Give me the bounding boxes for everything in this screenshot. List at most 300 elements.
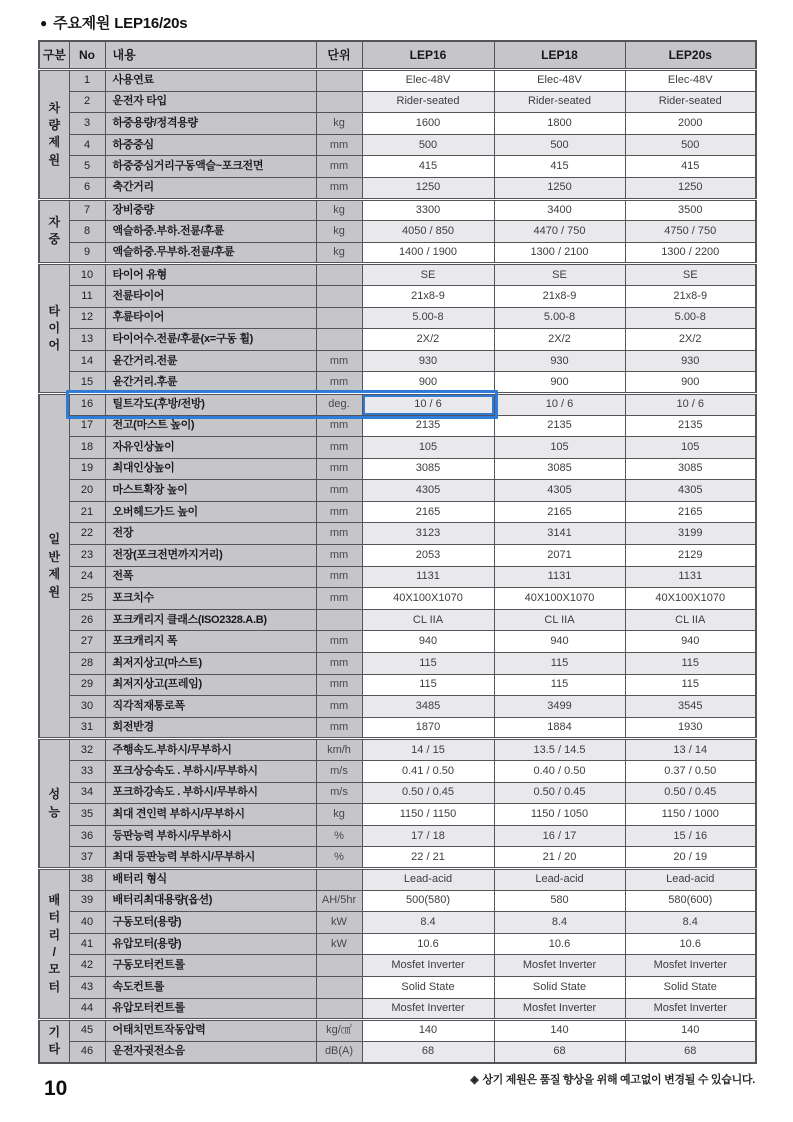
table-row	[39, 653, 756, 675]
value-lep20s: 940	[625, 631, 756, 653]
unit-label: mm	[316, 372, 362, 394]
row-number: 39	[69, 890, 105, 912]
diamond-icon: ◈	[470, 1074, 479, 1086]
unit-label: deg.	[316, 393, 362, 415]
value-lep18: 0.40 / 0.50	[494, 761, 625, 783]
table-row	[39, 998, 756, 1020]
value-lep16: 3485	[362, 696, 494, 718]
value-lep18: 10 / 6	[494, 393, 625, 415]
unit-label	[316, 307, 362, 329]
value-lep18: 40X100X1070	[494, 588, 625, 610]
value-lep16: 115	[362, 653, 494, 675]
value-lep20s: 1930	[625, 717, 756, 739]
value-lep20s: 2135	[625, 415, 756, 437]
value-lep20s: 0.37 / 0.50	[625, 761, 756, 783]
page-title-text: 주요제원 LEP16/20s	[53, 15, 188, 32]
item-label: 포크치수	[105, 588, 316, 610]
value-lep20s: 1300 / 2200	[625, 242, 756, 264]
value-lep18: 68	[494, 1041, 625, 1063]
value-lep18: 1884	[494, 717, 625, 739]
item-label: 타이어수.전륜/후륜(x=구동 휠)	[105, 329, 316, 351]
value-lep20s: 2165	[625, 501, 756, 523]
row-number: 7	[69, 199, 105, 221]
row-number: 4	[69, 134, 105, 156]
row-number: 2	[69, 91, 105, 113]
table-row	[39, 177, 756, 199]
table-row	[39, 70, 756, 92]
row-number: 6	[69, 177, 105, 199]
table-row	[39, 480, 756, 502]
value-lep16: 900	[362, 372, 494, 394]
value-lep18: Solid State	[494, 976, 625, 998]
value-lep20s: 105	[625, 437, 756, 459]
row-number: 44	[69, 998, 105, 1020]
table-row	[39, 631, 756, 653]
row-number: 24	[69, 566, 105, 588]
table-row	[39, 285, 756, 307]
value-lep16: 2165	[362, 501, 494, 523]
row-number: 36	[69, 825, 105, 847]
row-number: 29	[69, 674, 105, 696]
value-lep20s: 115	[625, 674, 756, 696]
value-lep18: 3400	[494, 199, 625, 221]
row-number: 34	[69, 782, 105, 804]
value-lep18: 415	[494, 156, 625, 178]
item-label: 유압모터컨트롤	[105, 998, 316, 1020]
row-number: 14	[69, 350, 105, 372]
value-lep18: 115	[494, 674, 625, 696]
row-number: 28	[69, 653, 105, 675]
group-label: 자 중	[39, 199, 69, 264]
value-lep18: CL IIA	[494, 609, 625, 631]
value-lep20s: 3545	[625, 696, 756, 718]
value-lep18: SE	[494, 264, 625, 286]
value-lep18: 1800	[494, 113, 625, 135]
item-label: 속도컨트롤	[105, 976, 316, 998]
value-lep16: 115	[362, 674, 494, 696]
unit-label: mm	[316, 566, 362, 588]
value-lep16: 3085	[362, 458, 494, 480]
row-number: 15	[69, 372, 105, 394]
value-lep16: 2135	[362, 415, 494, 437]
unit-label: kW	[316, 933, 362, 955]
item-label: 구동모터(용량)	[105, 912, 316, 934]
unit-label: mm	[316, 156, 362, 178]
value-lep18: 2X/2	[494, 329, 625, 351]
value-lep18: 3085	[494, 458, 625, 480]
value-lep20s: 40X100X1070	[625, 588, 756, 610]
value-lep18: 1300 / 2100	[494, 242, 625, 264]
value-lep20s: 15 / 16	[625, 825, 756, 847]
item-label: 액슬하중.무부하.전륜/후륜	[105, 242, 316, 264]
value-lep16: 21x8-9	[362, 285, 494, 307]
value-lep16: 5.00-8	[362, 307, 494, 329]
value-lep20s: 3500	[625, 199, 756, 221]
table-row	[39, 588, 756, 610]
unit-label: mm	[316, 501, 362, 523]
table-row	[39, 609, 756, 631]
value-lep20s: 4750 / 750	[625, 221, 756, 243]
table-row	[39, 976, 756, 998]
item-label: 전고(마스트 높이)	[105, 415, 316, 437]
group-label: 일 반 제 원	[39, 393, 69, 739]
item-label: 전장	[105, 523, 316, 545]
table-row	[39, 523, 756, 545]
table-row	[39, 933, 756, 955]
item-label: 유압모터(용량)	[105, 933, 316, 955]
bullet-icon: ●	[40, 16, 48, 30]
table-row	[39, 156, 756, 178]
item-label: 전폭	[105, 566, 316, 588]
value-lep18: 940	[494, 631, 625, 653]
table-row	[39, 674, 756, 696]
value-lep20s: 1150 / 1000	[625, 804, 756, 826]
row-number: 26	[69, 609, 105, 631]
value-lep20s: 3085	[625, 458, 756, 480]
value-lep16: 1870	[362, 717, 494, 739]
table-row	[39, 437, 756, 459]
value-lep20s: Lead-acid	[625, 868, 756, 890]
value-lep16: 10.6	[362, 933, 494, 955]
unit-label: mm	[316, 134, 362, 156]
value-lep16: 500(580)	[362, 890, 494, 912]
group-label: 기 타	[39, 1020, 69, 1063]
value-lep18: 0.50 / 0.45	[494, 782, 625, 804]
unit-label	[316, 976, 362, 998]
item-label: 운전자귓전소음	[105, 1041, 316, 1063]
highlighted-value-cell: 10 / 6	[362, 393, 494, 415]
value-lep16: 2053	[362, 545, 494, 567]
header-row	[39, 41, 756, 70]
value-lep20s: Solid State	[625, 976, 756, 998]
item-label: 포크캐리지 클래스(ISO2328.A.B)	[105, 609, 316, 631]
unit-label: mm	[316, 458, 362, 480]
table-row	[39, 307, 756, 329]
row-number: 17	[69, 415, 105, 437]
value-lep16: 22 / 21	[362, 847, 494, 869]
row-number: 32	[69, 739, 105, 761]
value-lep20s: 4305	[625, 480, 756, 502]
unit-label	[316, 955, 362, 977]
footnote-text: 상기 제원은 품질 향상을 위해 예고없이 변경될 수 있습니다.	[482, 1074, 755, 1086]
item-label: 마스트확장 높이	[105, 480, 316, 502]
unit-label: kg/㎠	[316, 1020, 362, 1042]
item-label: 하중중심	[105, 134, 316, 156]
row-number: 3	[69, 113, 105, 135]
value-lep16: 17 / 18	[362, 825, 494, 847]
value-lep20s: 2129	[625, 545, 756, 567]
value-lep16: 1150 / 1150	[362, 804, 494, 826]
table-row	[39, 264, 756, 286]
item-label: 액슬하중.부하.전륜/후륜	[105, 221, 316, 243]
value-lep18: Elec-48V	[494, 70, 625, 92]
unit-label	[316, 91, 362, 113]
item-label: 회전반경	[105, 717, 316, 739]
row-number: 38	[69, 868, 105, 890]
table-row	[39, 221, 756, 243]
table-row	[39, 545, 756, 567]
table-row	[39, 199, 756, 221]
table-row	[39, 372, 756, 394]
value-lep20s: 0.50 / 0.45	[625, 782, 756, 804]
value-lep16: 105	[362, 437, 494, 459]
value-lep18: Rider-seated	[494, 91, 625, 113]
value-lep20s: 2000	[625, 113, 756, 135]
value-lep18: 500	[494, 134, 625, 156]
table-row	[39, 804, 756, 826]
value-lep20s: 2X/2	[625, 329, 756, 351]
unit-label: m/s	[316, 782, 362, 804]
item-label: 전륜타이어	[105, 285, 316, 307]
unit-label	[316, 329, 362, 351]
value-lep16: CL IIA	[362, 609, 494, 631]
table-row	[39, 393, 756, 415]
header-no: No	[69, 41, 105, 70]
unit-label: AH/5hr	[316, 890, 362, 912]
table-row	[39, 696, 756, 718]
value-lep18: Lead-acid	[494, 868, 625, 890]
item-label: 장비중량	[105, 199, 316, 221]
value-lep16: 14 / 15	[362, 739, 494, 761]
table-row	[39, 242, 756, 264]
table-row	[39, 1041, 756, 1063]
row-number: 41	[69, 933, 105, 955]
table-row	[39, 847, 756, 869]
value-lep16: 930	[362, 350, 494, 372]
value-lep16: 940	[362, 631, 494, 653]
value-lep16: 500	[362, 134, 494, 156]
unit-label	[316, 868, 362, 890]
value-lep20s: 415	[625, 156, 756, 178]
value-lep18: 3499	[494, 696, 625, 718]
value-lep20s: 140	[625, 1020, 756, 1042]
item-label: 등판능력 부하시/무부하시	[105, 825, 316, 847]
item-label: 윤간거리.전륜	[105, 350, 316, 372]
item-label: 윤간거리.후륜	[105, 372, 316, 394]
row-number: 46	[69, 1041, 105, 1063]
row-number: 43	[69, 976, 105, 998]
header-model-lep20s: LEP20s	[625, 41, 756, 70]
value-lep20s: Rider-seated	[625, 91, 756, 113]
unit-label: mm	[316, 545, 362, 567]
row-number: 5	[69, 156, 105, 178]
value-lep20s: Mosfet Inverter	[625, 998, 756, 1020]
table-row	[39, 329, 756, 351]
value-lep16: 1250	[362, 177, 494, 199]
page-number: 10	[44, 1077, 68, 1100]
unit-label: mm	[316, 177, 362, 199]
value-lep16: 40X100X1070	[362, 588, 494, 610]
row-number: 30	[69, 696, 105, 718]
value-lep18: 5.00-8	[494, 307, 625, 329]
item-label: 최대 견인력 부하시/무부하시	[105, 804, 316, 826]
group-label: 타 이 어	[39, 264, 69, 394]
row-number: 1	[69, 70, 105, 92]
value-lep18: 2135	[494, 415, 625, 437]
value-lep18: 4305	[494, 480, 625, 502]
table-row	[39, 350, 756, 372]
value-lep18: 930	[494, 350, 625, 372]
unit-label: kg	[316, 113, 362, 135]
value-lep20s: 5.00-8	[625, 307, 756, 329]
value-lep16: Mosfet Inverter	[362, 955, 494, 977]
value-lep16: Rider-seated	[362, 91, 494, 113]
unit-label: mm	[316, 350, 362, 372]
value-lep16: 0.50 / 0.45	[362, 782, 494, 804]
unit-label: %	[316, 847, 362, 869]
table-row	[39, 782, 756, 804]
table-row	[39, 91, 756, 113]
table-row	[39, 458, 756, 480]
item-label: 포크캐리지 폭	[105, 631, 316, 653]
unit-label: mm	[316, 674, 362, 696]
value-lep16: 140	[362, 1020, 494, 1042]
table-row	[39, 761, 756, 783]
unit-label: kg	[316, 199, 362, 221]
spec-table	[38, 40, 757, 1064]
value-lep18: 1131	[494, 566, 625, 588]
value-lep16: 2X/2	[362, 329, 494, 351]
value-lep18: 21 / 20	[494, 847, 625, 869]
value-lep16: 415	[362, 156, 494, 178]
value-lep18: 10.6	[494, 933, 625, 955]
unit-label: kg	[316, 242, 362, 264]
row-number: 16	[69, 393, 105, 415]
value-lep18: 2165	[494, 501, 625, 523]
value-lep18: 1250	[494, 177, 625, 199]
footnote	[470, 1071, 755, 1087]
row-number: 19	[69, 458, 105, 480]
item-label: 배터리최대용량(옵션)	[105, 890, 316, 912]
value-lep16: Lead-acid	[362, 868, 494, 890]
value-lep20s: 21x8-9	[625, 285, 756, 307]
table-row	[39, 912, 756, 934]
row-number: 27	[69, 631, 105, 653]
value-lep20s: 930	[625, 350, 756, 372]
value-lep20s: 8.4	[625, 912, 756, 934]
item-label: 오버헤드가드 높이	[105, 501, 316, 523]
row-number: 12	[69, 307, 105, 329]
item-label: 사용연료	[105, 70, 316, 92]
row-number: 31	[69, 717, 105, 739]
unit-label	[316, 264, 362, 286]
item-label: 하중중심거리구동액슬~포크전면	[105, 156, 316, 178]
row-number: 25	[69, 588, 105, 610]
unit-label: kW	[316, 912, 362, 934]
row-number: 33	[69, 761, 105, 783]
value-lep18: 16 / 17	[494, 825, 625, 847]
row-number: 21	[69, 501, 105, 523]
table-row	[39, 501, 756, 523]
value-lep18: 115	[494, 653, 625, 675]
unit-label	[316, 285, 362, 307]
value-lep20s: 13 / 14	[625, 739, 756, 761]
value-lep16: 1400 / 1900	[362, 242, 494, 264]
row-number: 8	[69, 221, 105, 243]
unit-label: mm	[316, 653, 362, 675]
value-lep16: 0.41 / 0.50	[362, 761, 494, 783]
item-label: 축간거리	[105, 177, 316, 199]
table-row	[39, 825, 756, 847]
value-lep18: 900	[494, 372, 625, 394]
item-label: 배터리 형식	[105, 868, 316, 890]
value-lep16: 1600	[362, 113, 494, 135]
header-item: 내용	[105, 41, 316, 70]
value-lep16: 4305	[362, 480, 494, 502]
item-label: 주행속도.부하시/무부하시	[105, 739, 316, 761]
value-lep20s: Mosfet Inverter	[625, 955, 756, 977]
value-lep20s: 500	[625, 134, 756, 156]
value-lep20s: 1250	[625, 177, 756, 199]
row-number: 45	[69, 1020, 105, 1042]
unit-label	[316, 998, 362, 1020]
item-label: 구동모터컨트롤	[105, 955, 316, 977]
item-label: 포크하강속도 . 부하시/무부하시	[105, 782, 316, 804]
unit-label	[316, 70, 362, 92]
item-label: 포크상승속도 . 부하시/무부하시	[105, 761, 316, 783]
value-lep16: Mosfet Inverter	[362, 998, 494, 1020]
unit-label	[316, 609, 362, 631]
header-group: 구분	[39, 41, 69, 70]
value-lep18: 13.5 / 14.5	[494, 739, 625, 761]
unit-label: mm	[316, 588, 362, 610]
item-label: 최대인상높이	[105, 458, 316, 480]
unit-label: mm	[316, 437, 362, 459]
value-lep20s: SE	[625, 264, 756, 286]
row-number: 9	[69, 242, 105, 264]
row-number: 40	[69, 912, 105, 934]
unit-label: kg	[316, 221, 362, 243]
value-lep16: 8.4	[362, 912, 494, 934]
row-number: 22	[69, 523, 105, 545]
item-label: 하중용량/정격용량	[105, 113, 316, 135]
value-lep18: 3141	[494, 523, 625, 545]
unit-label: %	[316, 825, 362, 847]
table-row	[39, 955, 756, 977]
table-row	[39, 868, 756, 890]
value-lep20s: Elec-48V	[625, 70, 756, 92]
value-lep18: 4470 / 750	[494, 221, 625, 243]
value-lep16: 68	[362, 1041, 494, 1063]
item-label: 직각적재통로폭	[105, 696, 316, 718]
group-label: 배 터 리 / 모 터	[39, 868, 69, 1019]
value-lep20s: 900	[625, 372, 756, 394]
header-model-lep16: LEP16	[362, 41, 494, 70]
item-label: 틸트각도(후방/전방)	[105, 393, 316, 415]
unit-label: mm	[316, 696, 362, 718]
row-number: 23	[69, 545, 105, 567]
value-lep18: 105	[494, 437, 625, 459]
unit-label: mm	[316, 523, 362, 545]
header-unit: 단위	[316, 41, 362, 70]
unit-label: kg	[316, 804, 362, 826]
value-lep20s: 1131	[625, 566, 756, 588]
unit-label: dB(A)	[316, 1041, 362, 1063]
unit-label: mm	[316, 415, 362, 437]
page-title	[40, 12, 187, 33]
item-label: 자유인상높이	[105, 437, 316, 459]
value-lep20s: 10.6	[625, 933, 756, 955]
value-lep16: 4050 / 850	[362, 221, 494, 243]
value-lep20s: 580(600)	[625, 890, 756, 912]
value-lep20s: 10 / 6	[625, 393, 756, 415]
table-row	[39, 1020, 756, 1042]
value-lep16: SE	[362, 264, 494, 286]
table-row	[39, 134, 756, 156]
value-lep18: 2071	[494, 545, 625, 567]
unit-label: mm	[316, 717, 362, 739]
row-number: 20	[69, 480, 105, 502]
